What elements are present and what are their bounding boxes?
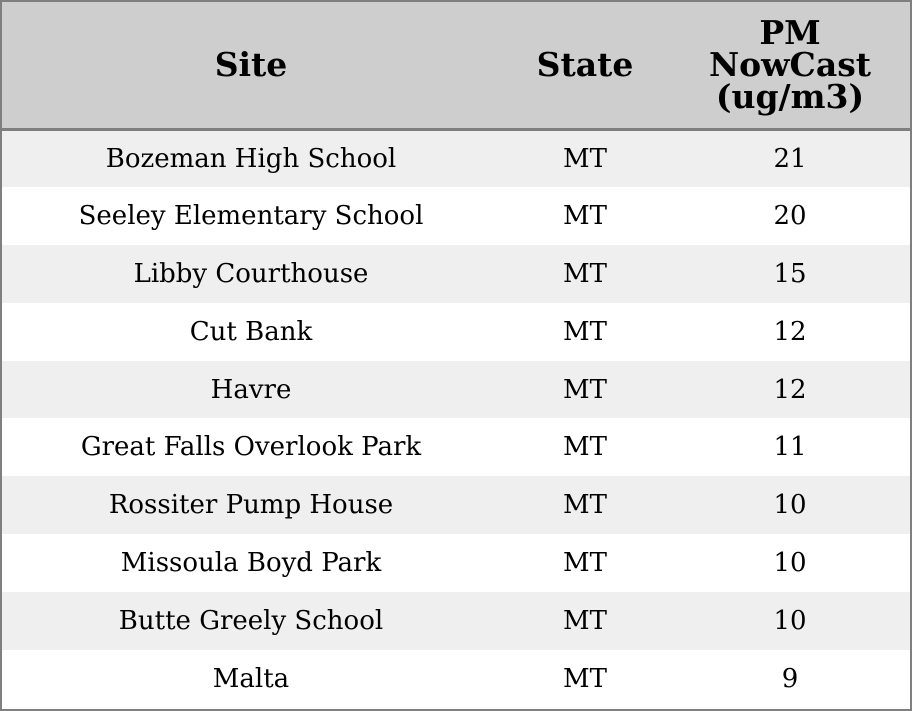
cell-site: Cut Bank (189, 316, 313, 347)
cell-site: Butte Greely School (118, 606, 384, 637)
cell-state: MT (563, 548, 607, 579)
table-row (2, 187, 910, 245)
cell-site: Malta (212, 663, 290, 694)
header-row (2, 2, 910, 129)
cell-state: MT (563, 663, 607, 694)
table-body (2, 129, 910, 708)
header-state: State (500, 2, 670, 129)
cell-pm-value: 10 (773, 490, 807, 521)
table-row (2, 129, 910, 187)
table-header (2, 2, 910, 129)
cell-state: MT (563, 490, 607, 521)
header-site: Site (2, 2, 500, 129)
header-pm-line-1: PM (759, 12, 821, 52)
cell-site: Missoula Boyd Park (120, 548, 382, 579)
cell-pm-value: 15 (773, 258, 807, 289)
cell-pm-value: 10 (773, 548, 807, 579)
cell-pm-value: 9 (781, 663, 799, 694)
cell-pm-value: 10 (773, 606, 807, 637)
cell-site: Libby Courthouse (133, 258, 369, 289)
table-row (2, 418, 910, 476)
cell-state: MT (563, 606, 607, 637)
cell-pm-value: 12 (773, 374, 807, 405)
cell-pm-value: 11 (773, 432, 807, 463)
table-row (2, 303, 910, 361)
cell-pm-value: 20 (773, 200, 807, 231)
cell-state: MT (563, 258, 607, 289)
pm-nowcast-table (2, 2, 910, 708)
table-row (2, 650, 910, 708)
table-row (2, 361, 910, 419)
table-row (2, 592, 910, 650)
cell-state: MT (563, 200, 607, 231)
header-pm-nowcast (670, 2, 910, 129)
cell-pm-value: 12 (773, 316, 807, 347)
table-row (2, 476, 910, 534)
header-pm-line-3: (ug/m3) (715, 76, 865, 116)
cell-site: Great Falls Overlook Park (80, 432, 422, 463)
table-row (2, 245, 910, 303)
cell-site: Bozeman High School (105, 143, 397, 174)
cell-site: Rossiter Pump House (108, 490, 394, 521)
header-pm-line-2: NowCast (708, 44, 872, 84)
cell-state: MT (563, 374, 607, 405)
cell-site: Havre (210, 374, 292, 405)
table-row (2, 534, 910, 592)
cell-state: MT (563, 316, 607, 347)
cell-site: Seeley Elementary School (78, 200, 424, 231)
cell-pm-value: 21 (773, 143, 807, 174)
cell-state: MT (563, 432, 607, 463)
cell-state: MT (563, 143, 607, 174)
